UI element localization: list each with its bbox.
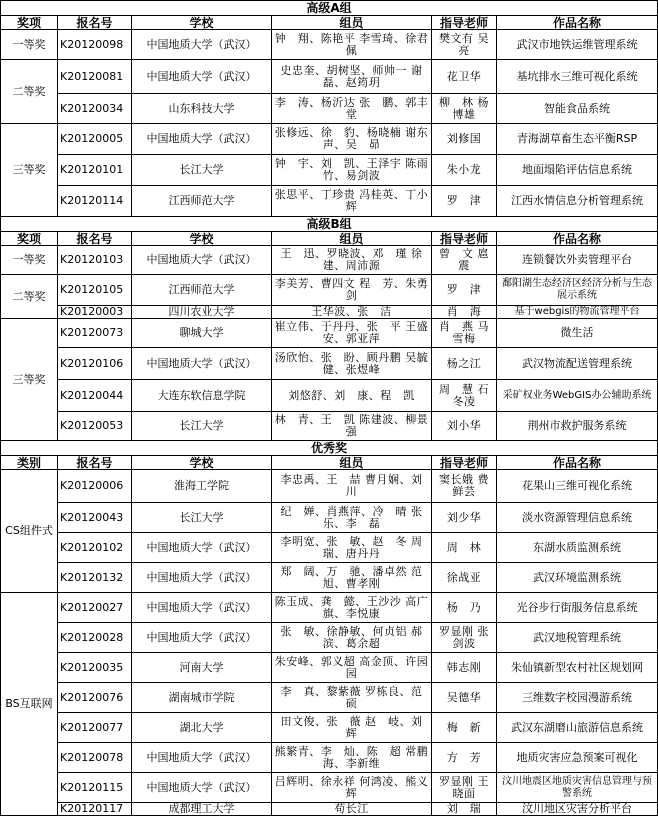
school-name: 淮海工学院 <box>132 470 272 503</box>
school-name: 中国地质大学（武汉） <box>132 743 272 773</box>
members: 苟长江 <box>272 803 432 816</box>
award-cell: 二等奖 <box>1 275 58 319</box>
section-title-row <box>1 1 658 16</box>
work-title: 基坑排水三维可视化系统 <box>497 60 658 94</box>
work-title: 青海湖草畜生态平衡RSP <box>497 124 658 155</box>
registration-id: K20120043 <box>58 503 132 533</box>
award-cell: 一等奖 <box>1 246 58 275</box>
work-title: 武汉物流配送管理系统 <box>497 348 658 380</box>
registration-id: K20120006 <box>58 470 132 503</box>
section-title-row <box>1 441 658 456</box>
work-title: 基于webgis的物流管理平台 <box>497 306 658 319</box>
work-title: 江西水情信息分析管理系统 <box>497 186 658 217</box>
table-row <box>1 306 658 319</box>
table-row <box>1 155 658 186</box>
members: 刘悠舒、刘 康、程 凯 <box>272 380 432 412</box>
advisor: 杨 乃 <box>432 593 497 623</box>
column-header: 指导老师 <box>432 16 497 30</box>
header-row <box>1 16 658 30</box>
table-row <box>1 124 658 155</box>
members: 陈玉成、龚 懿、王沙沙 高广旗、李悦康 <box>272 593 432 623</box>
column-header: 作品名称 <box>497 456 658 470</box>
work-title: 武汉东湖磨山旅游信息系统 <box>497 713 658 743</box>
members: 田文俊、张 薇 赵 岐、刘 辉 <box>272 713 432 743</box>
school-name: 中国地质大学（武汉） <box>132 623 272 653</box>
table-row <box>1 380 658 412</box>
registration-id: K20120132 <box>58 563 132 593</box>
registration-id: K20120101 <box>58 155 132 186</box>
members: 李 真、黎紫薇 罗栋良、范 硕 <box>272 683 432 713</box>
registration-id: K20120114 <box>58 186 132 217</box>
header-row <box>1 232 658 246</box>
school-name: 湖南城市学院 <box>132 683 272 713</box>
column-header: 组员 <box>272 456 432 470</box>
school-name: 中国地质大学（武汉） <box>132 30 272 60</box>
registration-id: K20120102 <box>58 533 132 563</box>
registration-id: K20120076 <box>58 683 132 713</box>
school-name: 中国地质大学（武汉） <box>132 593 272 623</box>
school-name: 长江大学 <box>132 155 272 186</box>
school-name: 长江大学 <box>132 412 272 441</box>
column-header: 指导老师 <box>432 456 497 470</box>
school-name: 中国地质大学（武汉） <box>132 348 272 380</box>
school-name: 湖北大学 <box>132 713 272 743</box>
registration-id: K20120005 <box>58 124 132 155</box>
advisor: 罗显刚 王晓面 <box>432 773 497 803</box>
school-name: 成都理工大学 <box>132 803 272 816</box>
award-cell: 二等奖 <box>1 60 58 124</box>
work-title: 地质灾害应急预案可视化 <box>497 743 658 773</box>
table-row <box>1 803 658 816</box>
work-title: 淡水资源管理信息系统 <box>497 503 658 533</box>
school-name: 中国地质大学（武汉） <box>132 60 272 94</box>
school-name: 中国地质大学（武汉） <box>132 124 272 155</box>
work-title: 花果山三维可视化系统 <box>497 470 658 503</box>
members: 王华波、张 洁 <box>272 306 432 319</box>
school-name: 山东科技大学 <box>132 94 272 124</box>
registration-id: K20120077 <box>58 713 132 743</box>
work-title: 武汉市地铁运维管理系统 <box>497 30 658 60</box>
work-title: 鄱阳湖生态经济区经济分析与生态展示系统 <box>497 275 658 306</box>
registration-id: K20120106 <box>58 348 132 380</box>
work-title: 光谷步行街服务信息系统 <box>497 593 658 623</box>
registration-id: K20120027 <box>58 593 132 623</box>
table-row <box>1 94 658 124</box>
column-header: 奖项 <box>1 16 58 30</box>
members: 史忠奎、胡树坚、师帅一 谢 磊、赵筠玥 <box>272 60 432 94</box>
column-header: 类别 <box>1 456 58 470</box>
section-title: 高级A组 <box>1 1 658 16</box>
members: 李明宽、张 敏、赵 冬 周 瑞、唐丹丹 <box>272 533 432 563</box>
work-title: 三维数字校园漫游系统 <box>497 683 658 713</box>
registration-id: K20120028 <box>58 623 132 653</box>
advisor: 刘修国 <box>432 124 497 155</box>
column-header: 奖项 <box>1 232 58 246</box>
registration-id: K20120103 <box>58 246 132 275</box>
work-title: 武汉地税管理系统 <box>497 623 658 653</box>
advisor: 周 慧 石冬凌 <box>432 380 497 412</box>
table-row <box>1 713 658 743</box>
table-row <box>1 683 658 713</box>
column-header: 报名号 <box>58 16 132 30</box>
table-row <box>1 30 658 60</box>
members: 张 敏、徐静敏、何贞铝 郝 滨、葛余超 <box>272 623 432 653</box>
column-header: 组员 <box>272 232 432 246</box>
school-name: 中国地质大学（武汉） <box>132 533 272 563</box>
members: 纪 婵、肖燕萍、冷 晴 张 乐、李 磊 <box>272 503 432 533</box>
registration-id: K20120034 <box>58 94 132 124</box>
registration-id: K20120053 <box>58 412 132 441</box>
school-name: 大连东软信息学院 <box>132 380 272 412</box>
registration-id: K20120115 <box>58 773 132 803</box>
advisor: 曾 文 扈 震 <box>432 246 497 275</box>
advisor: 窦长娥 费鲜芸 <box>432 470 497 503</box>
table-row <box>1 773 658 803</box>
column-header: 组员 <box>272 16 432 30</box>
column-header: 作品名称 <box>497 232 658 246</box>
school-name: 中国地质大学（武汉） <box>132 563 272 593</box>
school-name: 四川农业大学 <box>132 306 272 319</box>
members: 李美芳、曹四文 程 芳、朱勇剑 <box>272 275 432 306</box>
advisor: 樊文有 吴 亮 <box>432 30 497 60</box>
table-row <box>1 533 658 563</box>
advisor: 刘小华 <box>432 412 497 441</box>
members: 吕辉明、徐永祥 何鸿凌、熊义辉 <box>272 773 432 803</box>
work-title: 汶川地区灾害分析平台 <box>497 803 658 816</box>
category-cell: CS组件式 <box>1 470 58 593</box>
table-row <box>1 623 658 653</box>
registration-id: K20120081 <box>58 60 132 94</box>
advisor: 罗显刚 张剑波 <box>432 623 497 653</box>
advisor: 肖 海 <box>432 306 497 319</box>
table-row <box>1 348 658 380</box>
work-title: 东湖水质监测系统 <box>497 533 658 563</box>
table-row <box>1 246 658 275</box>
registration-id: K20120098 <box>58 30 132 60</box>
table-row <box>1 503 658 533</box>
advisor: 刘少华 <box>432 503 497 533</box>
members: 李 涛、杨沂达 张 鹏、郭丰堂 <box>272 94 432 124</box>
table-row <box>1 743 658 773</box>
advisor: 方 芳 <box>432 743 497 773</box>
work-title: 智能食品系统 <box>497 94 658 124</box>
school-name: 中国地质大学（武汉） <box>132 773 272 803</box>
school-name: 江西师范大学 <box>132 275 272 306</box>
school-name: 中国地质大学（武汉） <box>132 246 272 275</box>
column-header: 学校 <box>132 16 272 30</box>
award-cell: 三等奖 <box>1 319 58 441</box>
members: 王 迅、罗晓波、邓 瑾 徐 建、周沛源 <box>272 246 432 275</box>
table-row <box>1 412 658 441</box>
school-name: 江西师范大学 <box>132 186 272 217</box>
table-row <box>1 470 658 503</box>
registration-id: K20120078 <box>58 743 132 773</box>
members: 汤欣怡、张 盼、顾丹鹏 吴毓健、张煜峰 <box>272 348 432 380</box>
advisor: 刘 瑞 <box>432 803 497 816</box>
work-title: 连锁餐饮外卖管理平台 <box>497 246 658 275</box>
work-title: 荆州市救护服务系统 <box>497 412 658 441</box>
members: 林 青、王 凯 陈建波、柳景强 <box>272 412 432 441</box>
section-title: 高级B组 <box>1 217 658 232</box>
members: 张修远、徐 豹、杨晓楠 谢东声、吴 昴 <box>272 124 432 155</box>
members: 熊繁青、李 灿、陈 超 常鹏海、李新维 <box>272 743 432 773</box>
school-name: 聊城大学 <box>132 319 272 348</box>
advisor: 罗 津 <box>432 186 497 217</box>
advisor: 罗 津 <box>432 275 497 306</box>
school-name: 长江大学 <box>132 503 272 533</box>
section-title-row <box>1 217 658 232</box>
column-header: 学校 <box>132 456 272 470</box>
column-header: 指导老师 <box>432 232 497 246</box>
members: 张思平、丁珍贵 冯桂英、丁小辉 <box>272 186 432 217</box>
table-row <box>1 186 658 217</box>
members: 钟 宇、刘 凯、王泽宇 陈雨竹、易剑波 <box>272 155 432 186</box>
work-title: 微生活 <box>497 319 658 348</box>
members: 朱安峰、郭义超 高金顶、许园园 <box>272 653 432 683</box>
advisor: 徐战亚 <box>432 563 497 593</box>
advisor: 梅 新 <box>432 713 497 743</box>
advisor: 韩志刚 <box>432 653 497 683</box>
advisor: 杨之江 <box>432 348 497 380</box>
award-cell: 三等奖 <box>1 124 58 217</box>
advisor: 花卫华 <box>432 60 497 94</box>
table-row <box>1 319 658 348</box>
table-row <box>1 563 658 593</box>
category-cell: BS互联网 <box>1 593 58 816</box>
registration-id: K20120073 <box>58 319 132 348</box>
members: 郑 阔、万 驰、潘卓然 范 旭、曹孝刚 <box>272 563 432 593</box>
column-header: 报名号 <box>58 232 132 246</box>
members: 崔立伟、于丹丹、张 平 王盛安、郭亚萍 <box>272 319 432 348</box>
registration-id: K20120117 <box>58 803 132 816</box>
work-title: 汶川地震区地质灾害信息管理与预警系统 <box>497 773 658 803</box>
column-header: 学校 <box>132 232 272 246</box>
registration-id: K20120044 <box>58 380 132 412</box>
advisor: 柳 林 杨博雄 <box>432 94 497 124</box>
work-title: 朱仙镇新型农村社区规划网 <box>497 653 658 683</box>
header-row <box>1 456 658 470</box>
members: 钟 翔、陈艳平 李雪琦、徐君佩 <box>272 30 432 60</box>
work-title: 地面塌陷评估信息系统 <box>497 155 658 186</box>
advisor: 吴德华 <box>432 683 497 713</box>
registration-id: K20120035 <box>58 653 132 683</box>
table-row <box>1 653 658 683</box>
table-row <box>1 275 658 306</box>
school-name: 河南大学 <box>132 653 272 683</box>
advisor: 周 林 <box>432 533 497 563</box>
award-cell: 一等奖 <box>1 30 58 60</box>
work-title: 武汉环境监测系统 <box>497 563 658 593</box>
table-row <box>1 593 658 623</box>
section-title: 优秀奖 <box>1 441 658 456</box>
table-row <box>1 60 658 94</box>
advisor: 朱小龙 <box>432 155 497 186</box>
registration-id: K20120105 <box>58 275 132 306</box>
registration-id: K20120003 <box>58 306 132 319</box>
column-header: 报名号 <box>58 456 132 470</box>
members: 李忠禹、王 喆 曹月娴、刘 川 <box>272 470 432 503</box>
column-header: 作品名称 <box>497 16 658 30</box>
advisor: 肖 燕 马雪梅 <box>432 319 497 348</box>
work-title: 采矿权业务WebGIS办公辅助系统 <box>497 380 658 412</box>
